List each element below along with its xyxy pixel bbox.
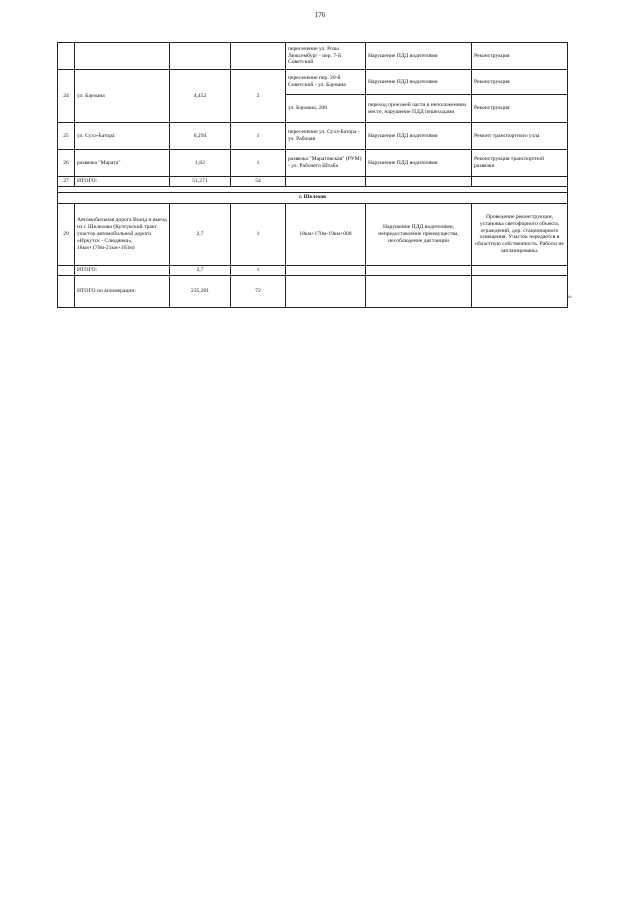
city-heading: г. Шелехов xyxy=(58,192,568,203)
cell-location xyxy=(286,177,366,187)
table-row xyxy=(58,43,568,70)
cell-road: ул. Баумана xyxy=(75,70,170,123)
cell-road: ул. Сухэ-Батора xyxy=(75,123,170,150)
cell-length: 2,7 xyxy=(170,203,231,265)
cell-road: ИТОГО по агломерации: xyxy=(75,275,170,307)
cell-length: 0,294 xyxy=(170,123,231,150)
cell-count: 54 xyxy=(231,177,286,187)
cell-count: 1 xyxy=(231,123,286,150)
cell-measures xyxy=(472,275,568,307)
roads-table xyxy=(57,42,568,308)
cell-num: 29 xyxy=(58,203,75,265)
cell-num: 25 xyxy=(58,123,75,150)
cell-length xyxy=(170,43,231,70)
cell-violation: переход проезжей части в неположенном месте, нарушение ПДД пешеходами xyxy=(366,95,472,123)
cell-length: 2,7 xyxy=(170,265,231,275)
cell-location xyxy=(286,265,366,275)
cell-count: 1 xyxy=(231,203,286,265)
table-row xyxy=(58,150,568,177)
cell-location: пересечение ул. Сухэ-Батора - ул. Рабочая xyxy=(286,123,366,150)
cell-location: ул. Баумана, 208 xyxy=(286,95,366,123)
cell-count: 1 xyxy=(231,150,286,177)
table-row xyxy=(58,203,568,265)
cell-location xyxy=(286,275,366,307)
cell-violation: Нарушение ПДД водителями xyxy=(366,70,472,95)
cell-violation xyxy=(366,275,472,307)
cell-count: 72 xyxy=(231,275,286,307)
cell-count xyxy=(231,43,286,70)
cell-measures xyxy=(472,177,568,187)
cell-measures: Реконструкция транспортной развязки xyxy=(472,150,568,177)
closing-quote-mark: ». xyxy=(568,294,573,300)
cell-road: Автомобильная дорога Въезд и выезд из г. Шелехова (Култукский тракт участок автомобильной дороги «Иркутск - Слюдянка», 18км+170м-21км+163м) xyxy=(75,203,170,265)
cell-length: 1,82 xyxy=(170,150,231,177)
cell-road xyxy=(75,43,170,70)
table-row xyxy=(58,275,568,307)
cell-length: 51,271 xyxy=(170,177,231,187)
cell-measures: Реконструкция xyxy=(472,95,568,123)
cell-measures: Проведение реконструкции, установка светофорного объекта, ограждений, дор. стационарного освещения. Участок передается в областную собственность. Работы не запланированы. xyxy=(472,203,568,265)
cell-num: 26 xyxy=(58,150,75,177)
cell-violation: Нарушение ПДД водителями xyxy=(366,150,472,177)
cell-length: 235,201 xyxy=(170,275,231,307)
cell-count: 1 xyxy=(231,265,286,275)
cell-measures: Реконструкция xyxy=(472,43,568,70)
cell-location: развязка "Маратовская" (РУМ) - ул. Рабочего Штаба xyxy=(286,150,366,177)
cell-measures: Реконструкция xyxy=(472,70,568,95)
cell-location: 18км+170м-19км+000 xyxy=(286,203,366,265)
cell-measures: Ремонт транспортного узла xyxy=(472,123,568,150)
cell-violation: Нарушение ПДД водителями xyxy=(366,123,472,150)
table-row xyxy=(58,177,568,187)
table-row xyxy=(58,70,568,95)
cell-violation xyxy=(366,265,472,275)
cell-road: ИТОГО: xyxy=(75,265,170,275)
cell-num xyxy=(58,275,75,307)
cell-violation xyxy=(366,177,472,187)
cell-road: развязка "Марата" xyxy=(75,150,170,177)
cell-violation: Нарушение ПДД водителями, непредоставление преимущества, несоблюдение дистанции xyxy=(366,203,472,265)
cell-count: 2 xyxy=(231,70,286,123)
cell-num xyxy=(58,43,75,70)
cell-violation: Нарушение ПДД водителями xyxy=(366,43,472,70)
cell-measures xyxy=(472,265,568,275)
table-row xyxy=(58,265,568,275)
cell-location: пересечение пер. 20-й Советский - ул. Баумана xyxy=(286,70,366,95)
cell-location: пересечение ул. Розы Люксембург - пер. 7-й Советский xyxy=(286,43,366,70)
cell-num: 27 xyxy=(58,177,75,187)
cell-num xyxy=(58,265,75,275)
table-row xyxy=(58,192,568,203)
cell-road: ИТОГО: xyxy=(75,177,170,187)
table-row xyxy=(58,123,568,150)
page-number: 176 xyxy=(314,11,326,19)
cell-num: 24 xyxy=(58,70,75,123)
cell-length: 4,452 xyxy=(170,70,231,123)
